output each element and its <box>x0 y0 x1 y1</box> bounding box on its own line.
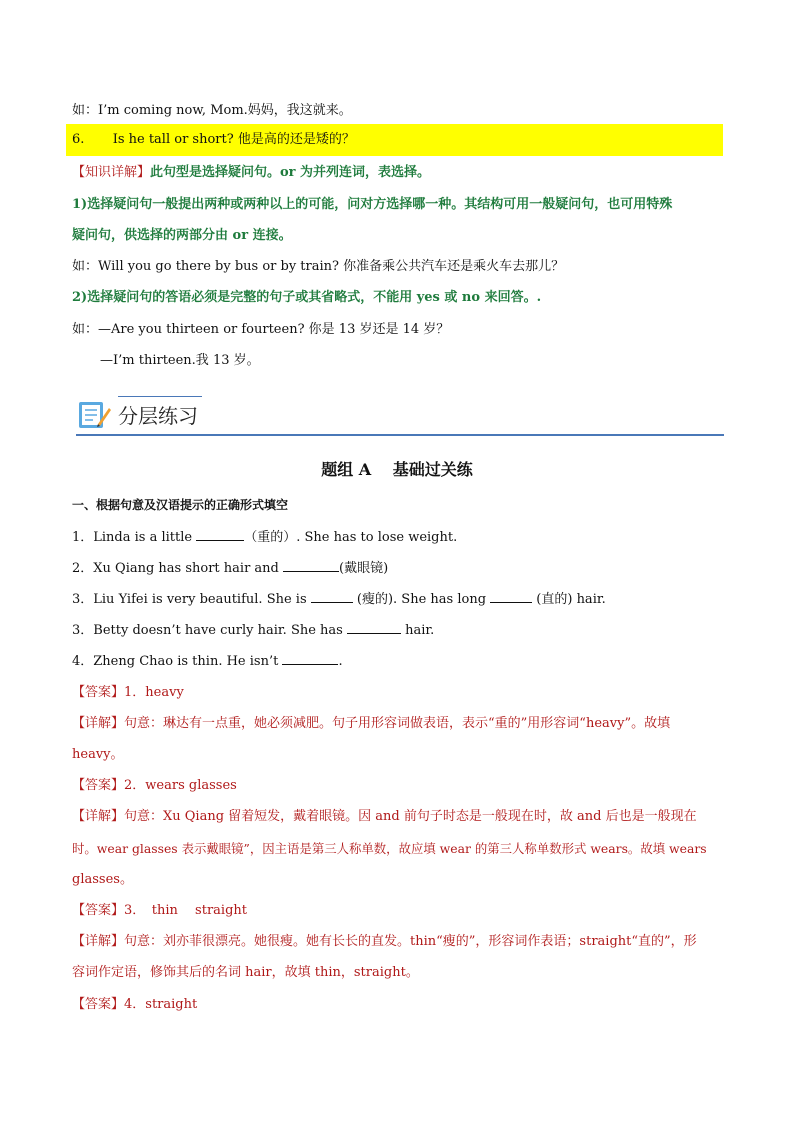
question-1: 1．Linda is a little （重的）. She has to lose weight. <box>72 527 722 548</box>
detail-2-c: glasses。 <box>72 872 133 887</box>
detail-1-a: 【详解】句意：琳达有一点重，她必须减肥。句子用形容词做表语，表示“重的”用形容词“heavy”。故填 <box>72 716 671 731</box>
rule-1-line-a: 1)选择疑问句一般提出两种或两种以上的可能，问对方选择哪一种。其结构可用一般疑问句，也可用特殊 <box>72 197 673 212</box>
answer-blank[interactable] <box>283 558 339 572</box>
example-line: 如：I’m coming now, Mom.妈妈，我这就来。 <box>72 103 352 118</box>
rule-2-line: 2)选择疑问句的答语必须是完整的句子或其省略式，不能用 yes 或 no 来回答。. <box>72 290 542 305</box>
answer-blank[interactable] <box>196 527 244 541</box>
answer-2: 【答案】2．wears glasses <box>72 778 237 793</box>
sentence-pattern-6 <box>72 130 722 150</box>
question-3: 3．Liu Yifei is very beautiful. She is (瘦的). She has long (直的) hair. <box>72 589 722 610</box>
detail-1-b: heavy。 <box>72 747 124 762</box>
answer-4: 【答案】4．straight <box>72 997 198 1012</box>
detail-2-b: 时。wear glasses 表示戴眼镜”，因主语是第三人称单数，故应填 wear 的第三人称单数形式 wears。故填 wears <box>72 841 707 856</box>
example-line: —I’m thirteen.我 13 岁。 <box>100 353 260 368</box>
item-number: 6. <box>72 132 85 147</box>
notebook-pencil-icon <box>76 396 112 432</box>
example-line: 如：Will you go there by bus or by train? 你准备乘公共汽车还是乘火车去那儿？ <box>72 259 565 274</box>
section-divider <box>76 434 724 436</box>
answer-blank[interactable] <box>311 589 353 603</box>
answer-blank[interactable] <box>282 651 338 665</box>
example-line: 如：—Are you thirteen or fourteen? 你是 13 岁还是 14 岁？ <box>72 322 450 337</box>
knowledge-detail <box>72 163 722 183</box>
pattern-text: Is he tall or short? 他是高的还是矮的？ <box>112 132 355 147</box>
section-top-rule <box>118 396 202 397</box>
answer-blank[interactable] <box>347 620 401 634</box>
question-2: 2．Xu Qiang has short hair and (戴眼镜) <box>72 558 722 579</box>
question-3b: 3．Betty doesn’t have curly hair. She has hair. <box>72 620 722 641</box>
answer-3: 【答案】3． thin straight <box>72 903 247 918</box>
detail-2-a: 【详解】句意：Xu Qiang 留着短发，戴着眼镜。因 and 前句子时态是一般现在时，故 and 后也是一般现在 <box>72 809 697 824</box>
answer-1: 【答案】1．heavy <box>72 685 184 700</box>
section-title: 分层练习 <box>118 404 198 428</box>
question-4: 4．Zheng Chao is thin. He isn’t . <box>72 651 722 672</box>
part-title: 一、根据句意及汉语提示的正确形式填空 <box>72 498 289 512</box>
knowledge-text: 此句型是选择疑问句。or 为并列连词，表选择。 <box>150 165 431 180</box>
detail-3-a: 【详解】句意：刘亦菲很漂亮。她很瘦。她有长长的直发。thin“瘦的”，形容词作表语；straight“直的”，形 <box>72 934 697 949</box>
group-title: 题组 A 基础过关练 <box>321 460 473 479</box>
detail-3-b: 容词作定语，修饰其后的名词 hair，故填 thin，straight。 <box>72 965 419 980</box>
knowledge-label: 【知识详解】 <box>72 165 151 180</box>
rule-1-line-b: 疑问句，供选择的两部分由 or 连接。 <box>72 228 292 243</box>
answer-blank[interactable] <box>490 589 532 603</box>
